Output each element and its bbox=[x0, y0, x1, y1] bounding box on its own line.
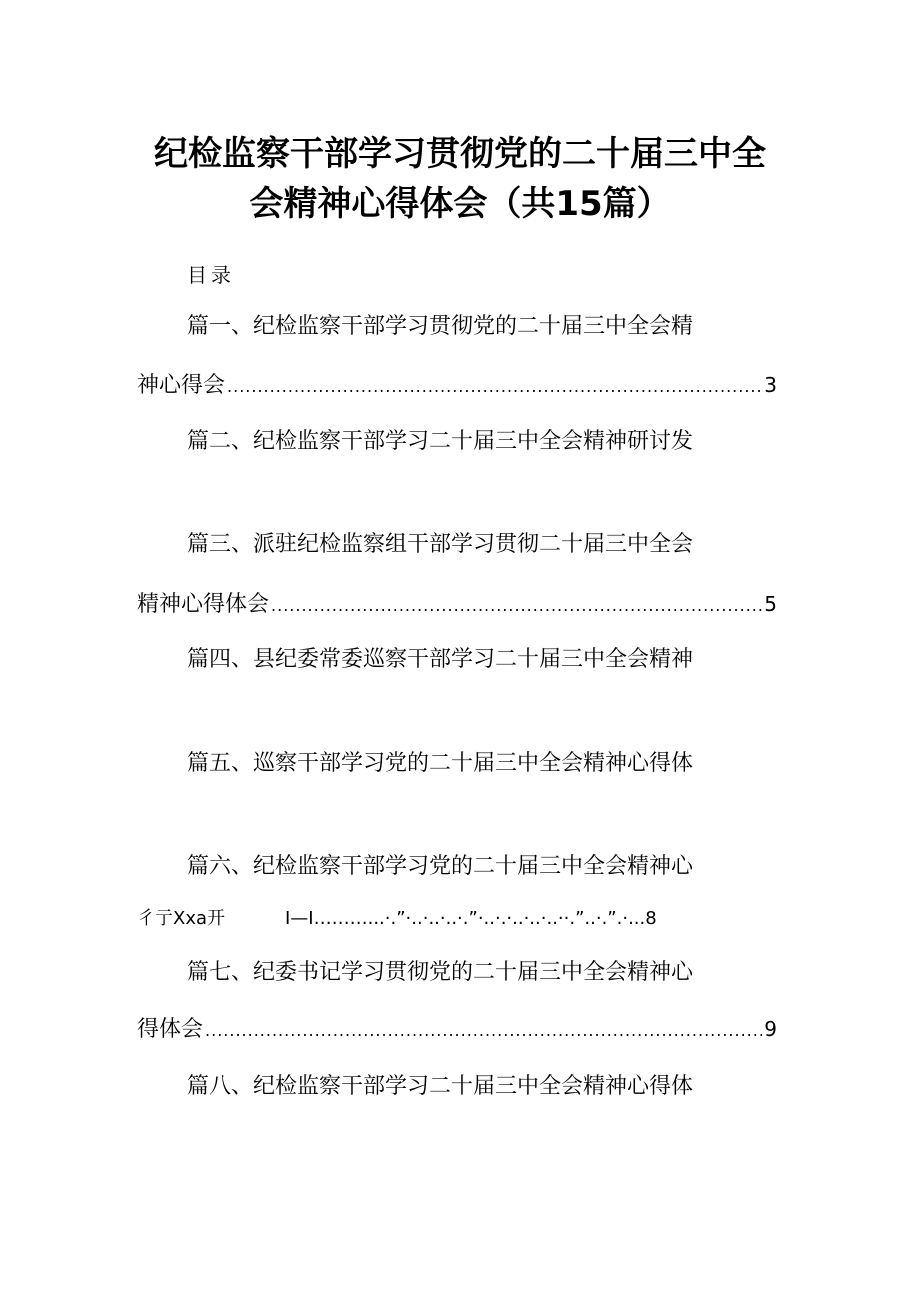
toc-entry-text: 神心得会 bbox=[137, 373, 226, 398]
page-number: 3 bbox=[764, 373, 777, 397]
toc-entry-1-continuation[interactable] bbox=[137, 370, 777, 402]
toc-entry-8[interactable]: 篇八、纪检监察干部学习二十届三中全会精神心得体 bbox=[187, 1074, 694, 1099]
toc-heading: 目录 bbox=[187, 263, 235, 287]
page-number: 9 bbox=[764, 1017, 777, 1041]
toc-entry-1[interactable]: 篇一、纪检监察干部学习贯彻党的二十届三中全会精 bbox=[187, 314, 694, 339]
toc-entry-3[interactable]: 篇三、派驻纪检监察组干部学习贯彻二十届三中全会 bbox=[187, 532, 694, 557]
toc-entry-7[interactable]: 篇七、纪委书记学习贯彻党的二十届三中全会精神心 bbox=[187, 960, 694, 985]
toc-entry-text: 彳亍Xxa开 bbox=[137, 908, 226, 929]
toc-entry-6[interactable]: 篇六、纪检监察干部学习党的二十届三中全会精神心 bbox=[187, 854, 694, 879]
dot-leader-with-page: I—I………...·.”·..·..·..·.”·..·.·..·..·..··.”..·.”.·...8 bbox=[285, 908, 657, 929]
document-title-line-2: 会精神心得体会（共15篇） bbox=[249, 184, 671, 224]
toc-entry-4[interactable]: 篇四、县纪委常委巡察干部学习二十届三中全会精神 bbox=[187, 647, 694, 672]
dot-leader bbox=[271, 591, 762, 621]
toc-entry-text: 精神心得体会 bbox=[137, 592, 270, 617]
toc-entry-3-continuation[interactable] bbox=[137, 589, 777, 621]
toc-entry-2[interactable]: 篇二、纪检监察干部学习二十届三中全会精神研讨发 bbox=[187, 429, 694, 454]
toc-entry-text: 得体会 bbox=[137, 1017, 204, 1042]
toc-entry-7-continuation[interactable] bbox=[137, 1014, 777, 1046]
dot-leader bbox=[227, 372, 762, 402]
dot-leader bbox=[205, 1016, 762, 1046]
page-number: 5 bbox=[764, 592, 777, 616]
document-title-line-1: 纪检监察干部学习贯彻党的二十届三中全 bbox=[154, 134, 766, 174]
toc-entry-5[interactable]: 篇五、巡察干部学习党的二十届三中全会精神心得体 bbox=[187, 751, 694, 776]
